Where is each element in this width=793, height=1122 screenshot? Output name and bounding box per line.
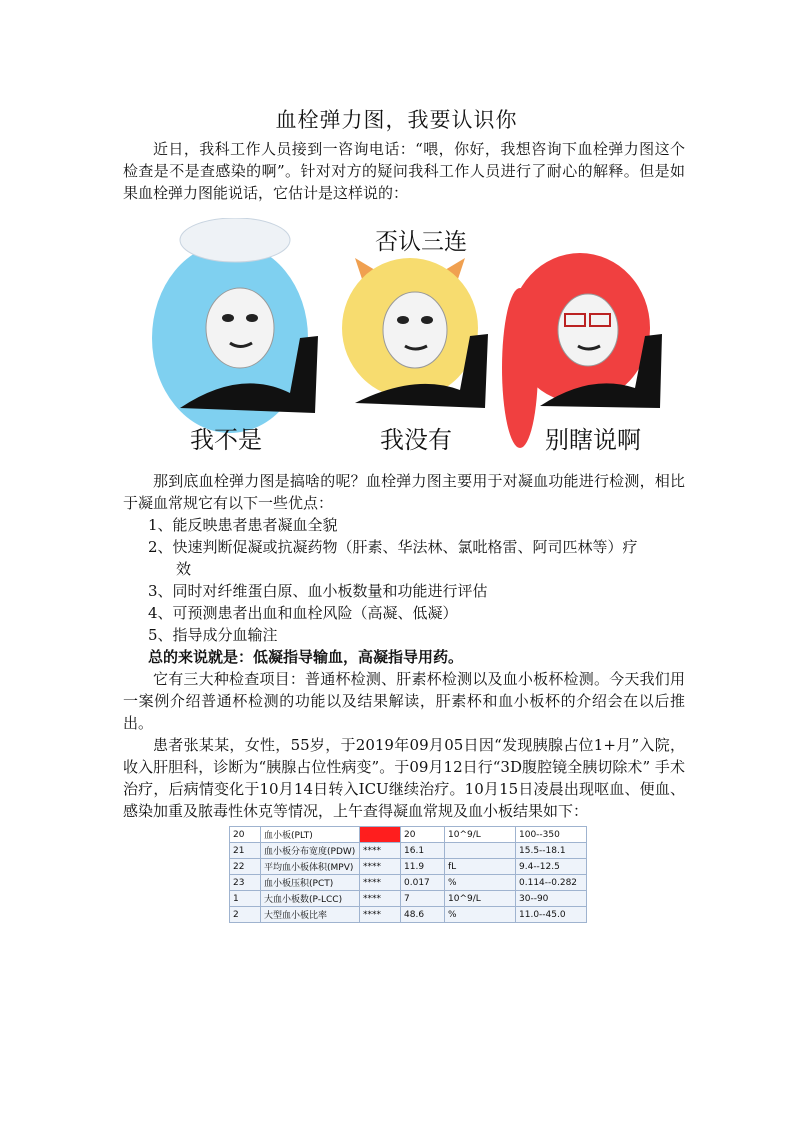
table-cell: 15.5--18.1	[516, 843, 587, 859]
table-cell: 1	[230, 891, 261, 907]
table-row	[230, 859, 587, 875]
table-cell: ↓	[360, 827, 401, 843]
table-cell: 0.017	[401, 875, 445, 891]
table-cell: 30--90	[516, 891, 587, 907]
table-cell: 2	[230, 907, 261, 923]
table-cell	[445, 843, 516, 859]
meme-panel-blue	[152, 218, 318, 433]
summary-line: 总的来说就是：低凝指导输血，高凝指导用药。	[148, 648, 464, 666]
table-row	[230, 891, 587, 907]
list-item: 2、快速判断促凝或抗凝药物（肝素、华法林、氯吡格雷、阿司匹林等）疗 效	[148, 538, 638, 578]
table-cell: 16.1	[401, 843, 445, 859]
list-item: 1、能反映患者患者凝血全貌	[148, 516, 338, 534]
table-cell: 9.4--12.5	[516, 859, 587, 875]
intro-paragraph: 近日，我科工作人员接到一咨询电话：“喂，你好，我想咨询下血栓弹力图这个检查是不是查感染的啊”。针对对方的疑问我科工作人员进行了耐心的解释。但是如果血栓弹力图能说话，它估计是这样说的：	[123, 140, 685, 202]
table-row	[230, 827, 587, 843]
table-cell: ****	[360, 859, 401, 875]
list-item: 4、可预测患者出血和血栓风险（高凝、低凝）	[148, 604, 458, 622]
meme-caption-3: 别瞎说啊	[545, 426, 641, 454]
table-row	[230, 843, 587, 859]
table-cell: 10^9/L	[445, 827, 516, 843]
paragraph-2: 那到底血栓弹力图是搞啥的呢？血栓弹力图主要用于对凝血功能进行检测，相比于凝血常规它有以下一些优点：	[123, 472, 685, 512]
table-cell: 0.114--0.282	[516, 875, 587, 891]
table-cell: 平均血小板体积(MPV)	[261, 859, 360, 875]
platelet-results-table	[229, 826, 587, 923]
list-item: 3、同时对纤维蛋白原、血小板数量和功能进行评估	[148, 582, 488, 600]
meme-panel-red	[502, 253, 662, 448]
table-cell: 血小板分布宽度(PDW)	[261, 843, 360, 859]
paragraph-3: 它有三大种检查项目：普通杯检测、肝素杯检测以及血小板杯检测。今天我们用一案例介绍普通杯检测的功能以及结果解读，肝素杯和血小板杯的介绍会在以后推出。	[123, 670, 685, 732]
table-cell: 21	[230, 843, 261, 859]
table-cell: 20	[401, 827, 445, 843]
table-cell: 11.0--45.0	[516, 907, 587, 923]
list-item: 5、指导成分血输注	[148, 626, 278, 644]
page-title: 血栓弹力图，我要认识你	[275, 108, 518, 132]
table-cell: 48.6	[401, 907, 445, 923]
table-cell: %	[445, 875, 516, 891]
case-paragraph: 患者张某某，女性，55岁，于2019年09月05日因“发现胰腺占位1+月”入院，收入肝胆科，诊断为“胰腺占位性病变”。于09月12日行“3D腹腔镜全胰切除术” 手术治疗，后病情变化于10月14日转入ICU继续治疗。10月15日凌晨出现呕血、便血、感染加重及脓毒性休克等情况，上午查得凝血常规及血小板结果如下：	[123, 736, 685, 820]
meme-caption-1: 我不是	[190, 426, 262, 454]
table-cell: fL	[445, 859, 516, 875]
meme-panel-blonde	[342, 258, 488, 408]
table-row	[230, 875, 587, 891]
table-cell: 10^9/L	[445, 891, 516, 907]
table-cell: 23	[230, 875, 261, 891]
table-cell: ****	[360, 875, 401, 891]
table-cell: 大血小板数(P-LCC)	[261, 891, 360, 907]
table-cell: ****	[360, 891, 401, 907]
table-row	[230, 907, 587, 923]
table-cell: 11.9	[401, 859, 445, 875]
table-cell: 血小板压积(PCT)	[261, 875, 360, 891]
table-cell: 7	[401, 891, 445, 907]
meme-top-caption: 否认三连	[375, 229, 467, 255]
table-cell: 大型血小板比率	[261, 907, 360, 923]
table-cell: ****	[360, 843, 401, 859]
table-cell: 血小板(PLT)	[261, 827, 360, 843]
table-cell: 20	[230, 827, 261, 843]
table-cell: ****	[360, 907, 401, 923]
table-cell: 100--350	[516, 827, 587, 843]
table-cell: 22	[230, 859, 261, 875]
meme-caption-2: 我没有	[380, 426, 452, 454]
table-cell: %	[445, 907, 516, 923]
